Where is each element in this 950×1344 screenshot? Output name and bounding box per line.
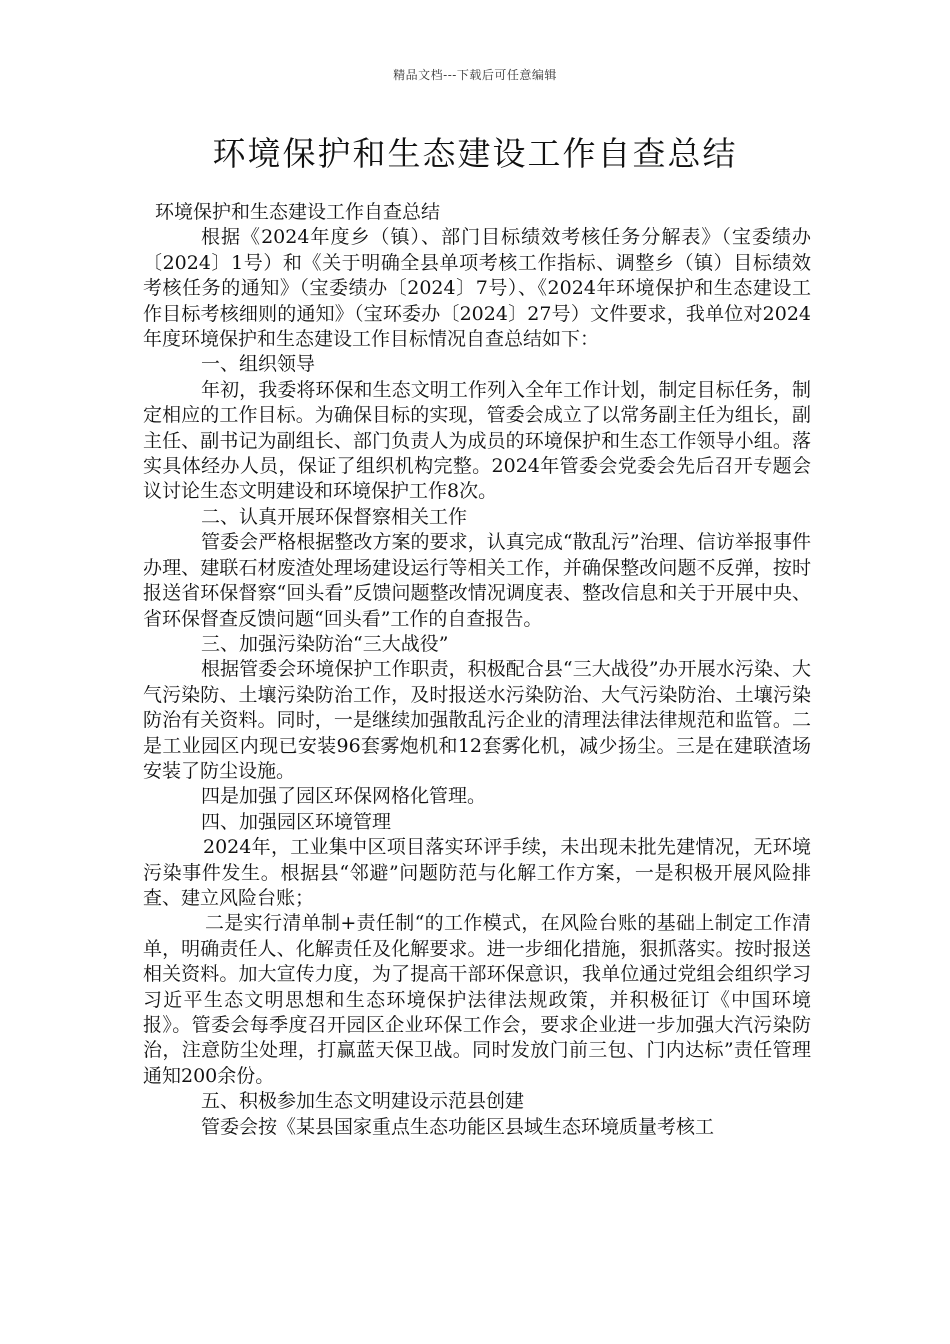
section-heading-organization: 一、组织领导: [201, 353, 316, 376]
body-paragraph: 管委会按《某县国家重点生态功能区县域生态环境质量考核工: [201, 1115, 715, 1138]
body-paragraph: 管委会严格根据整改方案的要求，认真完成“散乱污”治理、信访举报事件办理、建联石材废渣处理场建设运行等相关工作，并确保整改问题不反弹，按时报送省环保督察“回头看”反馈问题整改情况调度表、整改信息和关于开展中央、省环保督查反馈问题“回头看”工作的自查报告。: [143, 531, 811, 630]
body-paragraph: 四是加强了园区环保网格化管理。: [201, 785, 487, 808]
intro-paragraph: 根据《2024年度乡（镇）、部门目标绩效考核任务分解表》（宝委绩办〔2024〕1号）和《关于明确全县单项考核工作指标、调整乡（镇）目标绩效考核任务的通知》（宝委绩办〔2024〕7号）、《2024年环境保护和生态建设工作目标考核细则的通知》（宝环委办〔2024〕27号）文件要求，我单位对2024年度环境保护和生态建设工作目标情况自查总结如下：: [143, 226, 811, 351]
body-paragraph: 二是实行清单制+责任制“的工作模式，在风险台账的基础上制定工作清单，明确责任人、化解责任及化解要求。进一步细化措施，狠抓落实。按时报送相关资料。加大宣传力度，为了提高干部环保意识，我单位通过党组会组织学习习近平生态文明思想和生态环境保护法律法规政策，并积极征订《中国环境报》。管委会每季度召开园区企业环保工作会，要求企业进一步加强大汽污染防治，注意防尘处理，打赢蓝天保卫战。同时发放门前三包、门内达标”责任管理通知200余份。: [143, 912, 811, 1087]
document-body: [143, 200, 811, 1140]
body-paragraph: 根据管委会环境保护工作职责，积极配合县“三大战役”办开展水污染、大气污染防、土壤污染防治工作，及时报送水污染防治、大气污染防治、土壤污染防治有关资料。同时，一是继续加强散乱污企业的清理法律法律规范和监管。二是工业园区内现已安装96套雾炮机和12套雾化机，减少扬尘。三是在建联渣场安装了防尘设施。: [143, 658, 811, 782]
body-paragraph: 年初，我委将环保和生态文明工作列入全年工作计划，制定目标任务，制定相应的工作目标。为确保目标的实现，管委会成立了以常务副主任为组长，副主任、副书记为副组长、部门负责人为成员的环境保护和生态工作领导小组。落实具体经办人员，保证了组织机构完整。2024年管委会党委会先后召开专题会议讨论生态文明建设和环境保护工作8次。: [143, 378, 811, 503]
header-note: 精品文档---下载后可任意编辑: [393, 68, 557, 82]
document-subtitle: 环境保护和生态建设工作自查总结: [155, 201, 441, 223]
body-paragraph: 2024年，工业集中区项目落实环评手续，未出现未批先建情况，无环境污染事件发生。根据县“邻避”问题防范与化解工作方案，一是积极开展风险排查、建立风险台账；: [143, 836, 811, 909]
section-heading-inspection: 二、认真开展环保督察相关工作: [201, 505, 468, 528]
section-heading-park: 四、加强园区环境管理: [201, 810, 392, 833]
section-heading-pollution: 三、加强污染防治“三大战役”: [201, 632, 449, 655]
document-title: 环境保护和生态建设工作自查总结: [212, 134, 738, 173]
section-heading-demonstration: 五、积极参加生态文明建设示范县创建: [201, 1090, 525, 1113]
